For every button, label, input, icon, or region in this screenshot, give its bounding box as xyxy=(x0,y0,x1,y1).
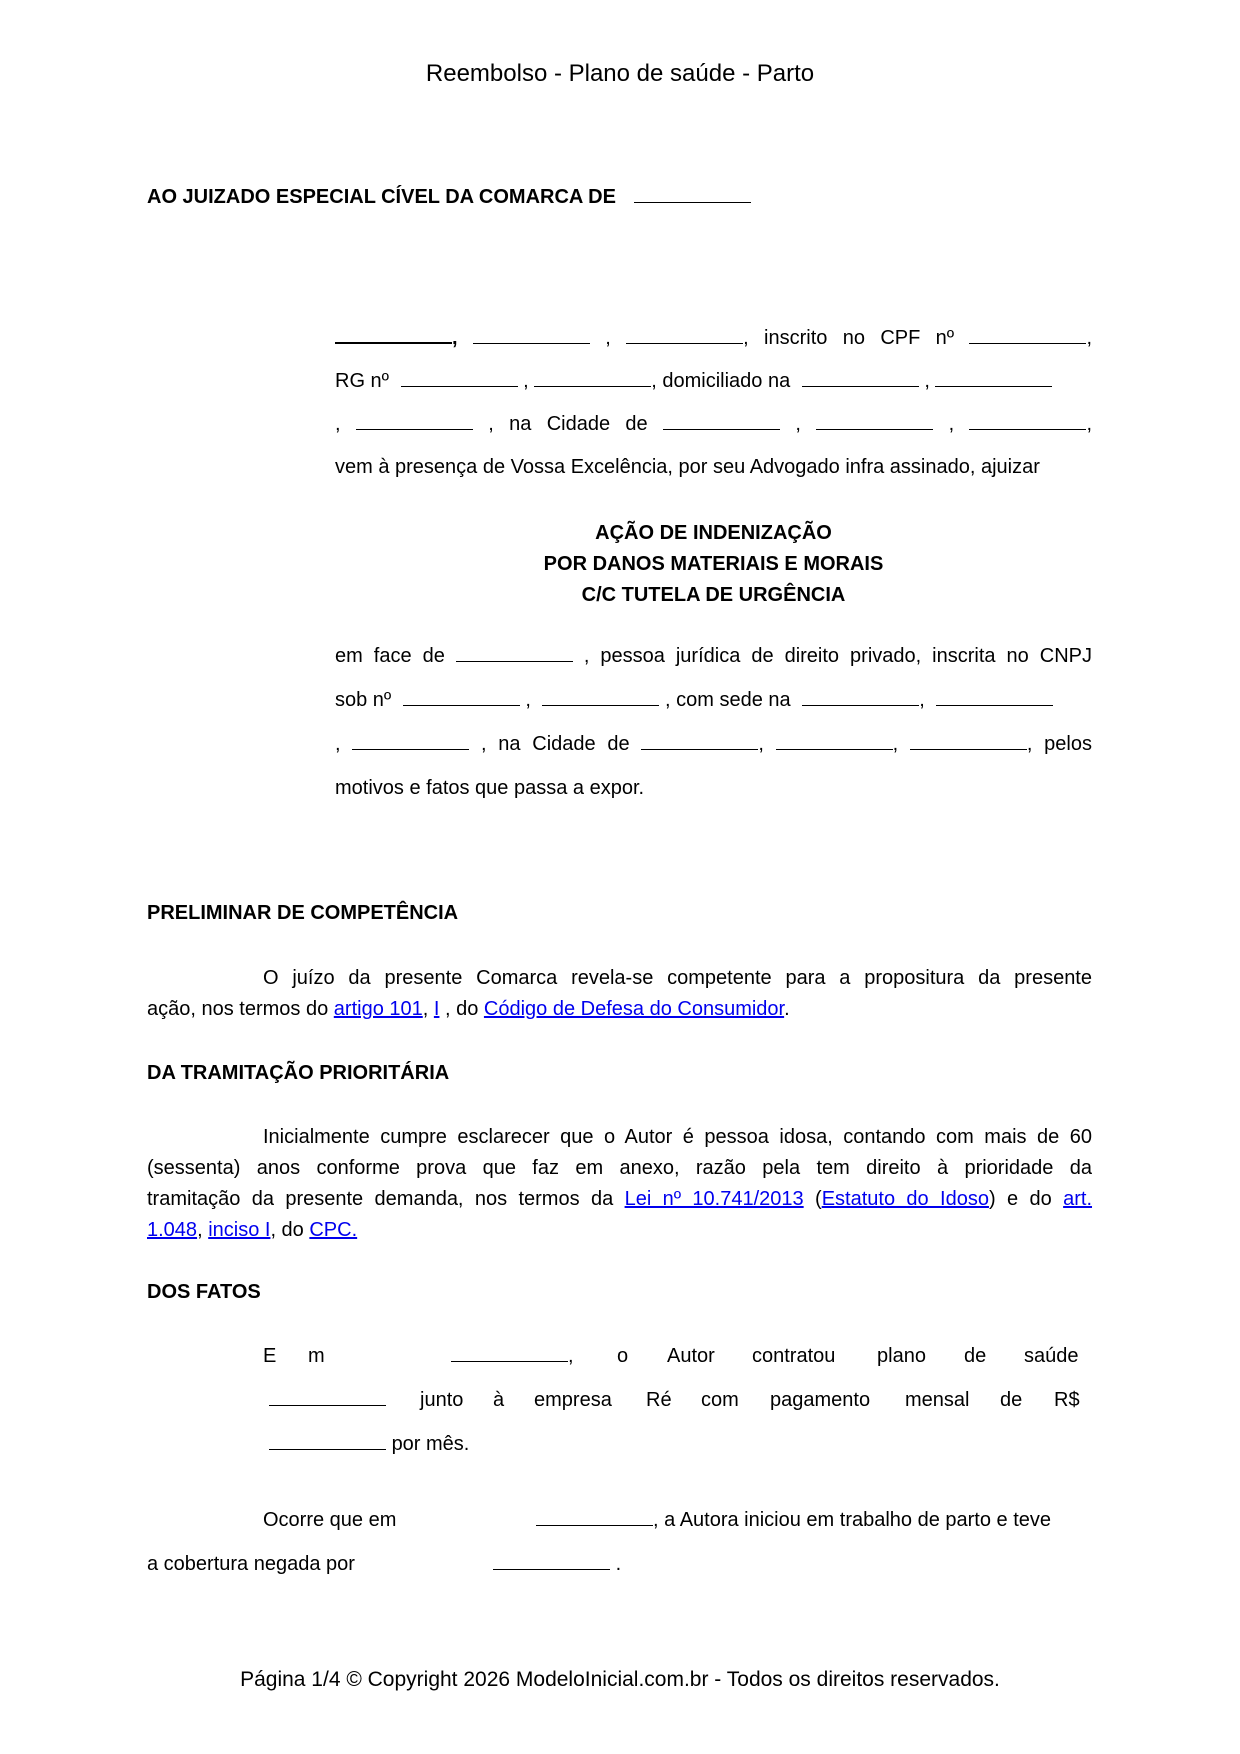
blank-field xyxy=(634,186,751,203)
fatos-a: à xyxy=(493,1389,505,1411)
blank-field xyxy=(776,733,893,750)
blank-field xyxy=(269,1433,386,1450)
blank-field xyxy=(936,689,1053,706)
link-cdc[interactable]: Código de Defesa do Consumidor xyxy=(483,998,785,1020)
competencia-line1 xyxy=(147,967,1092,990)
fatos-com: com xyxy=(701,1389,739,1411)
tramitacao-line4: 1.048, inciso I, do CPC. xyxy=(147,1219,358,1241)
fatos-pagamento: pagamento xyxy=(770,1389,871,1411)
party2-line1: em face de , pessoa jurídica de direito privado, inscrita no CNPJ xyxy=(335,645,1092,667)
action-title-line2: POR DANOS MATERIAIS E MORAIS xyxy=(543,553,884,575)
pelos-label: pelos xyxy=(1044,733,1092,755)
competencia-end: . xyxy=(784,998,790,1020)
link-lei-10741[interactable]: Lei nº 10.741/2013 xyxy=(624,1188,804,1210)
blank-field xyxy=(969,413,1086,430)
blank-field xyxy=(641,733,758,750)
fatos-saude: saúde xyxy=(1024,1345,1079,1367)
tramitacao-text1: Inicialmente cumpre esclarecer que o Autor é pessoa idosa, contando com mais de 60 xyxy=(263,1126,1092,1148)
party1-line3: , , na Cidade de , , , xyxy=(335,413,1093,435)
fatos-end: . xyxy=(615,1553,622,1575)
party1-line4: vem à presença de Vossa Excelência, por seu Advogado infra assinado, ajuizar xyxy=(335,456,1040,478)
fatos-autor: Autor xyxy=(667,1345,715,1367)
party1-line2: RG nº , , domiciliado na , xyxy=(335,370,1052,393)
blank-field xyxy=(534,370,651,387)
tramitacao-line3: tramitação da presente demanda, nos termos da Lei nº 10.741/2013 (Estatuto do Idoso) e do art. xyxy=(147,1188,1093,1210)
blank-field xyxy=(935,370,1052,387)
sob-label: sob nº xyxy=(335,689,392,711)
link-cpc[interactable]: CPC. xyxy=(309,1219,358,1241)
fatos-cobertura-blank xyxy=(493,1553,621,1576)
blank-field xyxy=(335,326,452,344)
blank-field xyxy=(451,1345,568,1362)
tramitacao-line1 xyxy=(147,1126,1092,1149)
page-header: Reembolso - Plano de saúde - Parto xyxy=(425,60,815,87)
section-title-competencia: PRELIMINAR DE COMPETÊNCIA xyxy=(147,902,459,924)
fatos-junto: junto xyxy=(420,1389,464,1411)
blank-field xyxy=(493,1553,610,1570)
competencia-mid: , do xyxy=(445,998,479,1020)
fatos-cobertura: a cobertura negada por xyxy=(147,1553,355,1575)
action-title-line1: AÇÃO DE INDENIZAÇÃO xyxy=(595,522,832,544)
blank-field xyxy=(802,689,919,706)
tramitacao-pre: tramitação da presente demanda, nos termos da xyxy=(147,1188,614,1210)
fatos-contratou: contratou xyxy=(752,1345,836,1367)
cpf-label: inscrito no CPF nº xyxy=(764,327,955,349)
fatos-m: m xyxy=(308,1345,325,1367)
fatos-re: Ré xyxy=(646,1389,672,1411)
fatos-ocorre-rest xyxy=(536,1509,1051,1532)
link-estatuto-idoso[interactable]: Estatuto do Idoso xyxy=(821,1188,989,1210)
section-title-tramitacao: DA TRAMITAÇÃO PRIORITÁRIA xyxy=(147,1062,450,1084)
fatos-empresa: empresa xyxy=(534,1389,612,1411)
blank-field xyxy=(802,370,919,387)
em-face-label: em face de xyxy=(335,645,445,667)
cidade-label: na Cidade de xyxy=(509,413,648,435)
fatos-e: E xyxy=(263,1345,277,1367)
party2-line4: motivos e fatos que passa a expor. xyxy=(335,777,645,799)
party2-line3: , , na Cidade de , , , pelos xyxy=(335,733,1092,755)
section-title-fatos: DOS FATOS xyxy=(147,1281,261,1303)
tramitacao-mid: e do xyxy=(1007,1188,1052,1210)
page-footer: Página 1/4 © Copyright 2026 ModeloInicial.com.br - Todos os direitos reservados. xyxy=(240,1668,1000,1691)
link-artigo-101[interactable]: artigo 101 xyxy=(333,998,423,1020)
domiciliado-label: domiciliado na xyxy=(662,370,791,392)
addressee xyxy=(147,186,751,209)
action-title-line3: C/C TUTELA DE URGÊNCIA xyxy=(581,584,846,606)
blank-field xyxy=(663,413,780,430)
blank-field xyxy=(269,1389,386,1406)
tramitacao-line2: (sessenta) anos conforme prova que faz em anexo, razão pela tem direito à prioridade da xyxy=(147,1157,1092,1179)
blank-field xyxy=(473,327,590,344)
competencia-text1: O juízo da presente Comarca revela-se competente para a propositura da presente xyxy=(263,967,1092,989)
fatos-line1-blank: , xyxy=(451,1345,574,1368)
action-title xyxy=(335,518,1092,611)
link-art-1048[interactable]: 1.048 xyxy=(147,1219,198,1241)
fatos-mensal: mensal xyxy=(905,1389,970,1411)
blank-field xyxy=(352,733,469,750)
blank-field xyxy=(403,689,520,706)
link-inciso-i[interactable]: I xyxy=(433,998,440,1020)
fatos-ocorre: Ocorre que em xyxy=(263,1509,397,1531)
fatos-autora-iniciou: , a Autora iniciou em trabalho de parto e teve xyxy=(653,1509,1052,1531)
blank-field xyxy=(969,327,1086,344)
competencia-line2: ação, nos termos do artigo 101, I , do Código de Defesa do Consumidor. xyxy=(147,998,790,1020)
blank-field xyxy=(356,413,473,430)
party2-line2: sob nº , , com sede na , xyxy=(335,689,1053,712)
blank-field xyxy=(542,689,659,706)
blank-field xyxy=(626,327,743,344)
fatos-de2: de xyxy=(1000,1389,1023,1411)
com-sede-label: com sede na xyxy=(676,689,791,711)
link-art[interactable]: art. xyxy=(1063,1188,1093,1210)
blank-field xyxy=(816,413,933,430)
fatos-plano: plano xyxy=(877,1345,926,1367)
competencia-pre: ação, nos termos do xyxy=(147,998,329,1020)
party1-line1: , , , inscrito no CPF nº , xyxy=(335,326,1092,350)
pessoa-juridica-label: pessoa jurídica de direito privado, inscrita no CNPJ xyxy=(600,645,1092,667)
rg-label: RG nº xyxy=(335,370,389,392)
tramitacao-mid2: , do xyxy=(270,1219,304,1241)
fatos-rs: R$ xyxy=(1054,1389,1080,1411)
cidade2-label: na Cidade de xyxy=(498,733,630,755)
fatos-line2-blank xyxy=(269,1389,386,1412)
blank-field xyxy=(401,370,518,387)
fatos-de: de xyxy=(964,1345,987,1367)
blank-field xyxy=(456,645,573,662)
fatos-line3 xyxy=(269,1433,469,1456)
fatos-por-mes: por mês. xyxy=(391,1433,470,1455)
blank-field xyxy=(910,733,1027,750)
blank-field xyxy=(536,1509,653,1526)
fatos-o: o xyxy=(617,1345,629,1367)
link-inciso-i-cpc[interactable]: inciso I xyxy=(208,1219,271,1241)
addressee-text: AO JUIZADO ESPECIAL CÍVEL DA COMARCA DE xyxy=(147,186,616,208)
